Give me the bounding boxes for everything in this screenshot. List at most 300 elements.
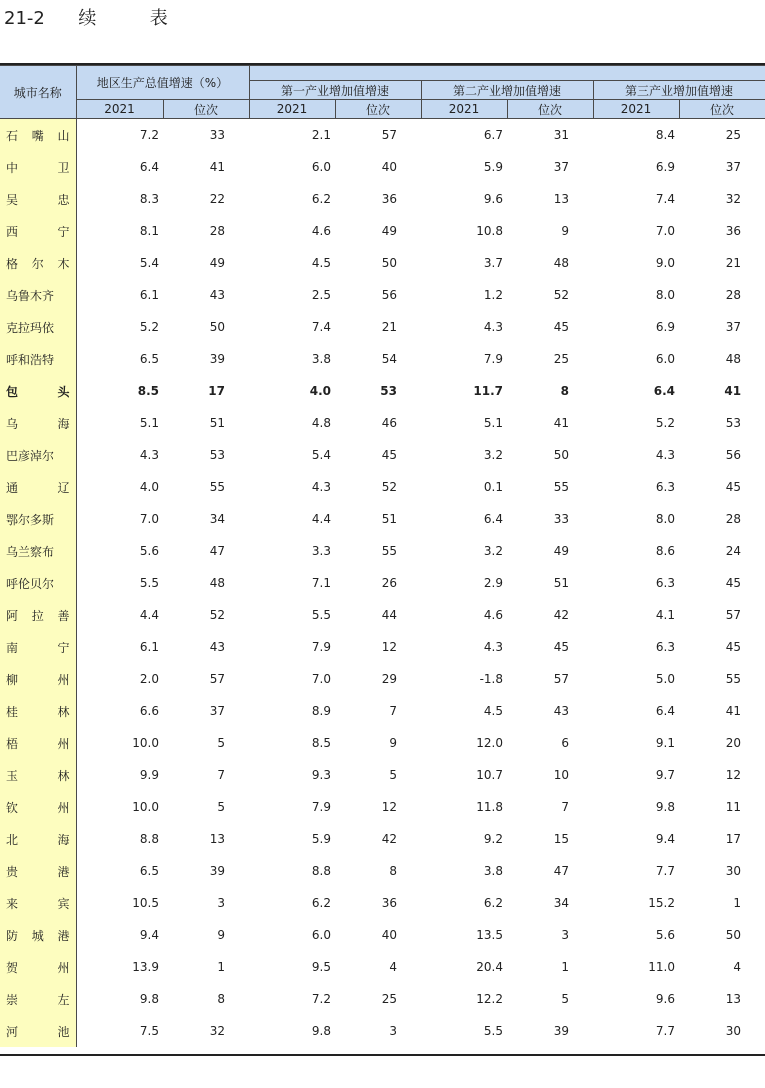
city-name-text: 崇 左 — [6, 992, 70, 1007]
secondary-rank-cell: 49 — [553, 544, 569, 558]
table-row — [0, 663, 765, 695]
secondary-rank-cell: 48 — [553, 256, 569, 270]
city-name-text: 巴彦淖尔 — [6, 448, 55, 463]
table-row — [0, 375, 765, 407]
tertiary-growth-cell: 9.4 — [655, 832, 675, 846]
secondary-rank-cell: 45 — [553, 320, 569, 334]
secondary-rank-cell: 50 — [553, 448, 569, 462]
gdp-growth-cell: 6.6 — [139, 704, 159, 718]
primary-rank-cell: 4 — [389, 960, 397, 974]
secondary-rank-cell: 25 — [553, 352, 569, 366]
city-name — [0, 631, 76, 663]
tertiary-rank-cell: 53 — [725, 416, 742, 430]
primary-rank-cell: 52 — [381, 480, 397, 494]
primary-growth-cell: 9.5 — [311, 960, 331, 974]
table-row — [0, 887, 765, 919]
secondary-growth-cell: 7.9 — [483, 352, 503, 366]
city-name — [0, 1015, 76, 1047]
secondary-rank-cell: 31 — [553, 128, 569, 142]
primary-growth-cell: 6.0 — [311, 928, 331, 942]
tertiary-rank-cell: 11 — [725, 800, 742, 814]
city-name — [0, 503, 76, 535]
primary-rank-cell: 25 — [381, 992, 397, 1006]
secondary-growth-cell: 11.7 — [473, 384, 503, 398]
data-table — [0, 65, 765, 1047]
header-row-1 — [0, 66, 765, 81]
bottom-rule — [0, 1054, 765, 1056]
tertiary-rank-cell: 30 — [725, 1024, 742, 1038]
tertiary-rank-cell: 28 — [725, 512, 742, 526]
tertiary-rank-cell: 20 — [725, 736, 742, 750]
header-secondary-rank: 位次 — [507, 100, 593, 119]
tertiary-growth-cell: 7.7 — [655, 864, 675, 878]
city-name-text: 包 头 — [6, 384, 70, 399]
tertiary-rank-cell: 48 — [725, 352, 742, 366]
secondary-rank-cell: 55 — [553, 480, 569, 494]
gdp-growth-cell: 10.0 — [132, 800, 159, 814]
gdp-growth-cell: 8.5 — [137, 384, 159, 398]
table-row — [0, 151, 765, 183]
primary-rank-cell: 49 — [381, 224, 397, 238]
gdp-growth-cell: 6.4 — [139, 160, 159, 174]
table-row — [0, 631, 765, 663]
table-row — [0, 311, 765, 343]
tertiary-growth-cell: 5.2 — [655, 416, 675, 430]
secondary-growth-cell: 5.9 — [483, 160, 503, 174]
city-name — [0, 759, 76, 791]
secondary-growth-cell: 10.7 — [476, 768, 503, 782]
header-primary-rank: 位次 — [335, 100, 421, 119]
primary-growth-cell: 4.8 — [311, 416, 331, 430]
tertiary-rank-cell: 56 — [725, 448, 742, 462]
gdp-rank-cell: 47 — [209, 544, 225, 558]
primary-rank-cell: 46 — [381, 416, 397, 430]
table-row — [0, 823, 765, 855]
primary-rank-cell: 56 — [381, 288, 397, 302]
gdp-growth-cell: 13.9 — [132, 960, 159, 974]
city-name-text: 乌鲁木齐 — [6, 288, 55, 303]
secondary-rank-cell: 15 — [553, 832, 569, 846]
header-spacer — [249, 66, 765, 81]
city-name — [0, 727, 76, 759]
table-row — [0, 1015, 765, 1047]
tertiary-growth-cell: 5.0 — [655, 672, 675, 686]
secondary-rank-cell: 5 — [561, 992, 569, 1006]
secondary-growth-cell: 12.0 — [476, 736, 503, 750]
secondary-growth-cell: 4.3 — [483, 640, 503, 654]
secondary-rank-cell: 6 — [561, 736, 569, 750]
city-name — [0, 567, 76, 599]
city-name — [0, 695, 76, 727]
secondary-growth-cell: 5.5 — [483, 1024, 503, 1038]
secondary-growth-cell: 1.2 — [483, 288, 503, 302]
gdp-growth-cell: 7.0 — [139, 512, 159, 526]
table-body — [0, 119, 765, 1048]
gdp-growth-cell: 5.4 — [139, 256, 159, 270]
primary-rank-cell: 12 — [381, 640, 397, 654]
secondary-growth-cell: 13.5 — [476, 928, 503, 942]
title-word-1: 续 — [78, 8, 97, 29]
primary-growth-cell: 8.9 — [311, 704, 331, 718]
gdp-growth-cell: 4.4 — [139, 608, 159, 622]
tertiary-rank-cell: 13 — [725, 992, 742, 1006]
secondary-rank-cell: 3 — [561, 928, 569, 942]
gdp-rank-cell: 5 — [217, 736, 225, 750]
table-row — [0, 247, 765, 279]
gdp-rank-cell: 17 — [208, 384, 225, 398]
primary-rank-cell: 21 — [381, 320, 397, 334]
tertiary-rank-cell: 41 — [724, 384, 742, 398]
gdp-growth-cell: 5.1 — [139, 416, 159, 430]
primary-growth-cell: 4.4 — [311, 512, 331, 526]
secondary-rank-cell: 51 — [553, 576, 569, 590]
primary-rank-cell: 9 — [389, 736, 397, 750]
gdp-growth-cell: 7.2 — [139, 128, 159, 142]
header-city: 城市名称 — [0, 66, 76, 119]
primary-growth-cell: 4.0 — [309, 384, 331, 398]
secondary-rank-cell: 41 — [553, 416, 569, 430]
table-row — [0, 279, 765, 311]
city-name-text: 克拉玛依 — [6, 320, 55, 335]
tertiary-growth-cell: 9.0 — [655, 256, 675, 270]
secondary-rank-cell: 33 — [553, 512, 569, 526]
city-name-text: 乌 海 — [6, 416, 70, 431]
tertiary-rank-cell: 17 — [725, 832, 742, 846]
table-row — [0, 727, 765, 759]
secondary-rank-cell: 7 — [561, 800, 569, 814]
tertiary-rank-cell: 4 — [733, 960, 742, 974]
tertiary-growth-cell: 6.9 — [655, 160, 675, 174]
table-row — [0, 119, 765, 152]
header-gdp: 地区生产总值增速（%） — [76, 66, 249, 100]
city-name-text: 通 辽 — [6, 480, 70, 495]
primary-growth-cell: 6.2 — [311, 896, 331, 910]
gdp-growth-cell: 8.8 — [139, 832, 159, 846]
city-name-text: 贵 港 — [6, 864, 70, 879]
gdp-rank-cell: 32 — [209, 1024, 225, 1038]
tertiary-rank-cell: 41 — [725, 704, 742, 718]
table-title — [4, 6, 168, 32]
tertiary-rank-cell: 45 — [725, 576, 742, 590]
secondary-rank-cell: 13 — [553, 192, 569, 206]
table-row — [0, 695, 765, 727]
city-name-text: 河 池 — [6, 1024, 70, 1039]
primary-growth-cell: 7.2 — [311, 992, 331, 1006]
gdp-rank-cell: 48 — [209, 576, 225, 590]
city-name — [0, 279, 76, 311]
tertiary-growth-cell: 7.7 — [655, 1024, 675, 1038]
gdp-growth-cell: 9.4 — [139, 928, 159, 942]
primary-growth-cell: 4.5 — [311, 256, 331, 270]
gdp-growth-cell: 6.1 — [139, 288, 159, 302]
tertiary-growth-cell: 8.0 — [655, 288, 675, 302]
gdp-growth-cell: 8.1 — [139, 224, 159, 238]
secondary-growth-cell: 20.4 — [476, 960, 503, 974]
secondary-growth-cell: 3.7 — [483, 256, 503, 270]
secondary-growth-cell: 0.1 — [483, 480, 503, 494]
tertiary-growth-cell: 6.3 — [655, 640, 675, 654]
secondary-rank-cell: 45 — [553, 640, 569, 654]
table-row — [0, 567, 765, 599]
tertiary-rank-cell: 57 — [725, 608, 742, 622]
table-row — [0, 791, 765, 823]
tertiary-growth-cell: 11.0 — [648, 960, 675, 974]
gdp-growth-cell: 6.1 — [139, 640, 159, 654]
city-name — [0, 375, 76, 407]
primary-growth-cell: 3.8 — [311, 352, 331, 366]
gdp-rank-cell: 57 — [209, 672, 225, 686]
table-number: 21-2 — [4, 8, 45, 29]
gdp-growth-cell: 9.8 — [139, 992, 159, 1006]
primary-growth-cell: 5.9 — [311, 832, 331, 846]
tertiary-rank-cell: 36 — [725, 224, 742, 238]
header-tertiary: 第三产业增加值增速 — [593, 81, 765, 100]
city-name — [0, 535, 76, 567]
secondary-growth-cell: -1.8 — [479, 672, 503, 686]
primary-rank-cell: 3 — [389, 1024, 397, 1038]
primary-growth-cell: 9.3 — [311, 768, 331, 782]
header-primary: 第一产业增加值增速 — [249, 81, 421, 100]
city-name-text: 乌兰察布 — [6, 544, 55, 559]
primary-growth-cell: 7.4 — [311, 320, 331, 334]
gdp-rank-cell: 43 — [209, 640, 225, 654]
header-gdp-year: 2021 — [76, 100, 163, 119]
secondary-rank-cell: 10 — [553, 768, 569, 782]
table-row — [0, 471, 765, 503]
secondary-rank-cell: 57 — [553, 672, 569, 686]
city-name — [0, 823, 76, 855]
city-name-text: 西 宁 — [6, 224, 70, 239]
primary-rank-cell: 8 — [389, 864, 397, 878]
tertiary-growth-cell: 9.1 — [655, 736, 675, 750]
table-row — [0, 215, 765, 247]
tertiary-rank-cell: 45 — [725, 640, 742, 654]
gdp-rank-cell: 34 — [209, 512, 225, 526]
gdp-rank-cell: 9 — [217, 928, 225, 942]
gdp-growth-cell: 10.0 — [132, 736, 159, 750]
primary-growth-cell: 6.2 — [311, 192, 331, 206]
secondary-growth-cell: 9.6 — [483, 192, 503, 206]
primary-rank-cell: 42 — [381, 832, 397, 846]
secondary-rank-cell: 9 — [561, 224, 569, 238]
primary-rank-cell: 50 — [381, 256, 397, 270]
tertiary-rank-cell: 37 — [725, 320, 742, 334]
city-name-text: 吴 忠 — [6, 192, 70, 207]
tertiary-rank-cell: 45 — [725, 480, 742, 494]
primary-rank-cell: 53 — [380, 384, 397, 398]
primary-rank-cell: 57 — [381, 128, 397, 142]
gdp-rank-cell: 22 — [209, 192, 225, 206]
secondary-rank-cell: 47 — [553, 864, 569, 878]
tertiary-rank-cell: 28 — [725, 288, 742, 302]
primary-rank-cell: 36 — [381, 896, 397, 910]
secondary-rank-cell: 34 — [553, 896, 569, 910]
primary-rank-cell: 45 — [381, 448, 397, 462]
primary-rank-cell: 29 — [381, 672, 397, 686]
table-row — [0, 759, 765, 791]
primary-rank-cell: 54 — [381, 352, 397, 366]
secondary-rank-cell: 39 — [553, 1024, 569, 1038]
tertiary-growth-cell: 6.4 — [655, 704, 675, 718]
primary-growth-cell: 2.1 — [311, 128, 331, 142]
city-name-text: 呼伦贝尔 — [6, 576, 55, 591]
city-name — [0, 439, 76, 471]
gdp-growth-cell: 6.5 — [139, 352, 159, 366]
gdp-rank-cell: 7 — [217, 768, 225, 782]
gdp-rank-cell: 50 — [209, 320, 225, 334]
title-word-2: 表 — [149, 8, 168, 29]
secondary-growth-cell: 10.8 — [476, 224, 503, 238]
header-primary-year: 2021 — [249, 100, 335, 119]
secondary-growth-cell: 6.4 — [483, 512, 503, 526]
secondary-growth-cell: 6.7 — [483, 128, 503, 142]
secondary-growth-cell: 11.8 — [476, 800, 503, 814]
gdp-rank-cell: 52 — [209, 608, 225, 622]
tertiary-growth-cell: 8.0 — [655, 512, 675, 526]
gdp-growth-cell: 5.6 — [139, 544, 159, 558]
city-name-text: 南 宁 — [6, 640, 70, 655]
header-gdp-rank: 位次 — [163, 100, 249, 119]
table-row — [0, 919, 765, 951]
tertiary-growth-cell: 8.4 — [655, 128, 675, 142]
city-name-text: 梧 州 — [6, 736, 70, 751]
secondary-growth-cell: 2.9 — [483, 576, 503, 590]
city-name — [0, 791, 76, 823]
city-name — [0, 471, 76, 503]
city-name-text: 格 尔 木 — [6, 256, 70, 271]
tertiary-rank-cell: 55 — [725, 672, 742, 686]
secondary-growth-cell: 6.2 — [483, 896, 503, 910]
tertiary-growth-cell: 5.6 — [655, 928, 675, 942]
primary-growth-cell: 7.1 — [311, 576, 331, 590]
gdp-rank-cell: 51 — [209, 416, 225, 430]
gdp-rank-cell: 55 — [209, 480, 225, 494]
secondary-rank-cell: 8 — [560, 384, 569, 398]
city-name — [0, 119, 76, 152]
city-name-text: 玉 林 — [6, 768, 70, 783]
city-name-text: 北 海 — [6, 832, 70, 847]
city-name — [0, 247, 76, 279]
secondary-growth-cell: 3.2 — [483, 448, 503, 462]
primary-rank-cell: 44 — [381, 608, 397, 622]
tertiary-growth-cell: 9.8 — [655, 800, 675, 814]
tertiary-growth-cell: 6.3 — [655, 480, 675, 494]
secondary-rank-cell: 1 — [561, 960, 569, 974]
tertiary-rank-cell: 37 — [725, 160, 742, 174]
tertiary-rank-cell: 50 — [725, 928, 742, 942]
primary-growth-cell: 6.0 — [311, 160, 331, 174]
primary-rank-cell: 55 — [381, 544, 397, 558]
gdp-rank-cell: 33 — [209, 128, 225, 142]
gdp-rank-cell: 49 — [209, 256, 225, 270]
primary-growth-cell: 4.3 — [311, 480, 331, 494]
city-name — [0, 407, 76, 439]
city-name-text: 鄂尔多斯 — [6, 512, 55, 527]
gdp-growth-cell: 9.9 — [139, 768, 159, 782]
city-name-text: 贺 州 — [6, 960, 70, 975]
tertiary-rank-cell: 21 — [725, 256, 742, 270]
primary-rank-cell: 36 — [381, 192, 397, 206]
tertiary-growth-cell: 9.6 — [655, 992, 675, 1006]
table-row — [0, 951, 765, 983]
city-name — [0, 951, 76, 983]
primary-growth-cell: 9.8 — [311, 1024, 331, 1038]
gdp-growth-cell: 2.0 — [139, 672, 159, 686]
primary-rank-cell: 40 — [381, 160, 397, 174]
tertiary-growth-cell: 6.4 — [653, 384, 675, 398]
gdp-rank-cell: 8 — [217, 992, 225, 1006]
city-name-text: 柳 州 — [6, 672, 70, 687]
secondary-growth-cell: 3.2 — [483, 544, 503, 558]
secondary-rank-cell: 52 — [553, 288, 569, 302]
tertiary-growth-cell: 15.2 — [648, 896, 675, 910]
city-name — [0, 919, 76, 951]
secondary-growth-cell: 5.1 — [483, 416, 503, 430]
tertiary-rank-cell: 30 — [725, 864, 742, 878]
gdp-rank-cell: 41 — [209, 160, 225, 174]
primary-rank-cell: 7 — [389, 704, 397, 718]
gdp-rank-cell: 39 — [209, 352, 225, 366]
table-row — [0, 407, 765, 439]
city-name — [0, 183, 76, 215]
gdp-rank-cell: 53 — [209, 448, 225, 462]
city-name — [0, 855, 76, 887]
gdp-rank-cell: 28 — [209, 224, 225, 238]
gdp-growth-cell: 5.2 — [139, 320, 159, 334]
gdp-growth-cell: 6.5 — [139, 864, 159, 878]
city-name-text: 中 卫 — [6, 160, 70, 175]
gdp-growth-cell: 5.5 — [139, 576, 159, 590]
primary-growth-cell: 3.3 — [311, 544, 331, 558]
primary-growth-cell: 5.5 — [311, 608, 331, 622]
table-row — [0, 855, 765, 887]
primary-rank-cell: 12 — [381, 800, 397, 814]
gdp-growth-cell: 4.0 — [139, 480, 159, 494]
secondary-growth-cell: 4.6 — [483, 608, 503, 622]
tertiary-rank-cell: 1 — [733, 896, 742, 910]
secondary-growth-cell: 4.5 — [483, 704, 503, 718]
tertiary-growth-cell: 6.9 — [655, 320, 675, 334]
city-name — [0, 983, 76, 1015]
header-tertiary-rank: 位次 — [679, 100, 765, 119]
gdp-growth-cell: 8.3 — [139, 192, 159, 206]
secondary-growth-cell: 3.8 — [483, 864, 503, 878]
gdp-rank-cell: 37 — [209, 704, 225, 718]
primary-growth-cell: 7.9 — [311, 800, 331, 814]
city-name-text: 钦 州 — [6, 800, 70, 815]
city-name-text: 来 宾 — [6, 896, 70, 911]
gdp-growth-cell: 10.5 — [132, 896, 159, 910]
tertiary-growth-cell: 6.3 — [655, 576, 675, 590]
tertiary-growth-cell: 9.7 — [655, 768, 675, 782]
city-name — [0, 151, 76, 183]
gdp-rank-cell: 5 — [217, 800, 225, 814]
primary-growth-cell: 4.6 — [311, 224, 331, 238]
header-secondary-year: 2021 — [421, 100, 507, 119]
city-name-text: 阿 拉 善 — [6, 608, 70, 623]
city-name — [0, 311, 76, 343]
header-row-3 — [0, 100, 765, 119]
primary-rank-cell: 51 — [381, 512, 397, 526]
city-name — [0, 599, 76, 631]
gdp-rank-cell: 39 — [209, 864, 225, 878]
gdp-growth-cell: 7.5 — [139, 1024, 159, 1038]
city-name-text: 石 嘴 山 — [6, 128, 70, 143]
secondary-growth-cell: 4.3 — [483, 320, 503, 334]
secondary-rank-cell: 42 — [553, 608, 569, 622]
city-name — [0, 343, 76, 375]
secondary-growth-cell: 9.2 — [483, 832, 503, 846]
